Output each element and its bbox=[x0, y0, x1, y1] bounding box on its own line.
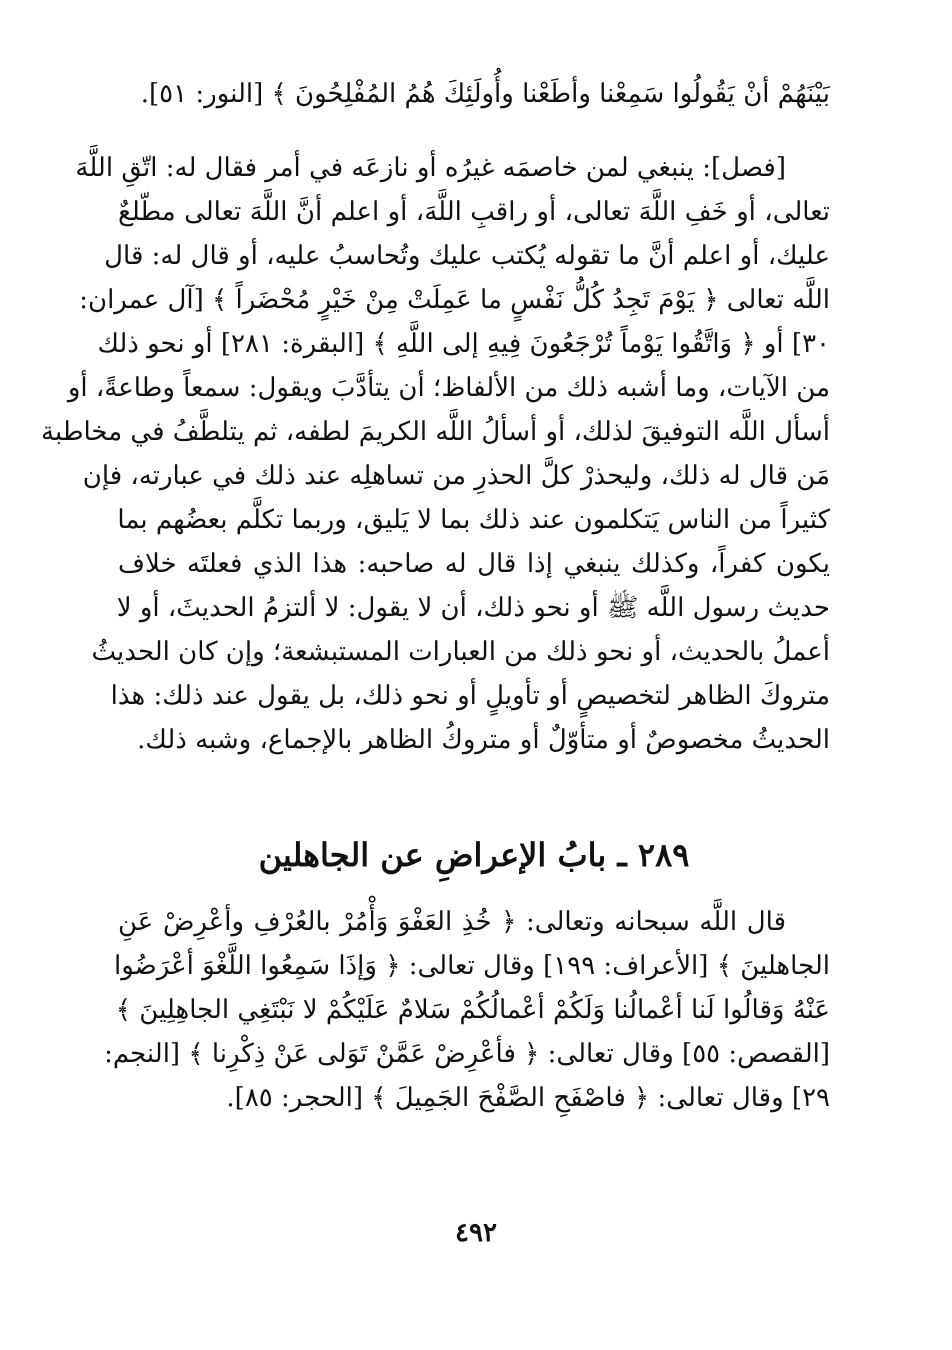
text-line: اللَّه تعالى ﴿ يَوْمَ تَجِدُ كُلُّ نَفْسٍ ما عَمِلَتْ مِنْ خَيْرٍ مُحْضَراً ﴾ [آل عمران: bbox=[79, 285, 830, 315]
text-line: أسأل اللَّه التوفيقَ لذلك، أو أسألُ اللَّه الكريمَ لطفه، ثم يتلطَّفُ في مخاطبة bbox=[41, 417, 830, 447]
text-line: كثيراً من الناس يَتكلمون عند ذلك بما لا يَليق، وربما تكلَّم بعضُهم بما bbox=[117, 505, 830, 535]
text-line: [فصل]: ينبغي لمن خاصمَه غيرُه أو نازعَه في أمر فقال له: اتّقِ اللَّهَ bbox=[75, 153, 786, 183]
text-line: حديث رسول اللَّه ﷺ أو نحو ذلك، أن لا يقول: لا ألتزمُ الحديثَ، أو لا bbox=[116, 593, 830, 623]
text-line: مَن قال له ذلك، وليحذرْ كلَّ الحذرِ من تساهلِه عند ذلك في عبارته، فإن bbox=[82, 461, 830, 491]
text-line: الجاهلينَ ﴾ [الأعراف: ١٩٩] وقال تعالى: ﴿ وَإذَا سَمِعُوا اللَّغْوَ أعْرَضُوا bbox=[114, 951, 830, 981]
chapter-heading: ٢٨٩ ـ بابُ الإعراضِ عن الجاهلين bbox=[258, 836, 690, 874]
text-line: متروكَ الظاهر لتخصيصٍ أو تأويلٍ أو نحو ذلك، بل يقول عند ذلك: هذا bbox=[110, 681, 830, 711]
verse-continuation bbox=[118, 72, 830, 116]
text-line: ٢٩] وقال تعالى: ﴿ فاصْفَحِ الصَّفْحَ الجَمِيلَ ﴾ [الحجر: ٨٥]. bbox=[226, 1083, 830, 1113]
text-line: قال اللَّه سبحانه وتعالى: ﴿ خُذِ العَفْوَ وَأْمُرْ بالعُرْفِ وأعْرِضْ عَنِ bbox=[118, 907, 786, 937]
text-line: من الآيات، وما أشبه ذلك من الألفاظ؛ أن يتأدَّبَ ويقول: سمعاً وطاعةً، أو bbox=[67, 373, 830, 403]
text-line: [القصص: ٥٥] وقال تعالى: ﴿ فأعْرِضْ عَمَّنْ تَوَلى عَنْ ذِكْرِنا ﴾ [النجم: bbox=[104, 1039, 830, 1069]
text-line: ٣٠] أو ﴿ وَاتَّقُوا يَوْماً تُرْجَعُونَ فِيهِ إلى اللَّهِ ﴾ [البقرة: ٢٨١] أو نحو ذلك bbox=[97, 329, 830, 359]
text-line: يكون كفراً، وكذلك ينبغي إذا قال له صاحبه: هذا الذي فعلتَه خلاف bbox=[118, 549, 830, 579]
page-number: ٤٩٢ bbox=[455, 1218, 497, 1248]
text-line: تعالى، أو خَفِ اللَّهَ تعالى، أو راقبِ اللَّهَ، أو اعلم أنَّ اللَّهَ تعالى مطّلعٌ bbox=[118, 197, 830, 227]
text-line: الحديثُ مخصوصٌ أو متأوّلٌ أو متروكُ الظاهر بالإجماع، وشبه ذلك. bbox=[137, 725, 830, 755]
fasl-section bbox=[41, 146, 830, 762]
text-line: عَنْهُ وَقالُوا لَنا أعْمالُنا وَلَكُمْ أعْمالُكُمْ سَلامٌ عَلَيْكُمْ لا نَبْتَغِي الجاهِلِينَ ﴾ bbox=[115, 995, 830, 1025]
text-line: بَيْنَهُمْ أنْ يَقُولُوا سَمِعْنا وأطَعْنا وأُولَئِكَ هُمُ المُفْلِحُونَ ﴾ [النور: ٥١]. bbox=[140, 79, 830, 109]
text-line: عليك، أو اعلم أنَّ ما تقوله يُكتب عليك وتُحاسبُ عليه، أو قال له: قال bbox=[104, 241, 830, 271]
text-line: أعملُ بالحديث، أو نحو ذلك من العبارات المستبشعة؛ وإن كان الحديثُ bbox=[91, 637, 830, 667]
chapter-body bbox=[104, 900, 830, 1120]
page-body bbox=[41, 72, 830, 1120]
